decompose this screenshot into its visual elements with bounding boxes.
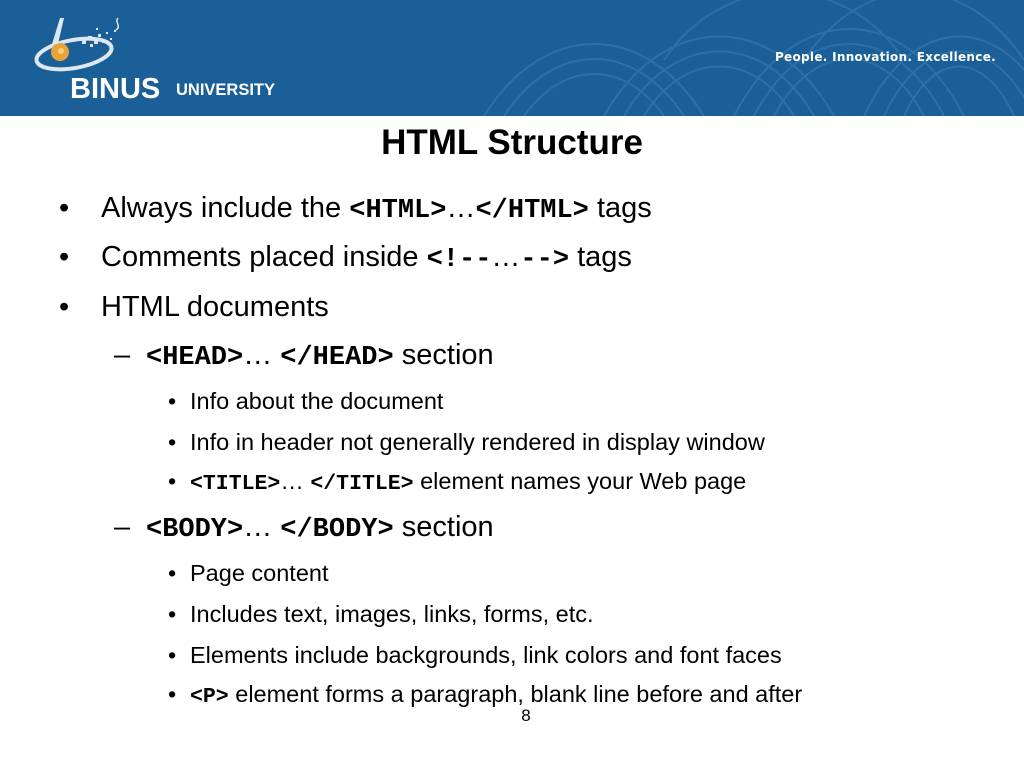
sub-sub-bullet-item	[168, 387, 444, 415]
bullet-marker: •	[168, 601, 177, 627]
bullet-marker: •	[59, 241, 70, 273]
bullet-text: tags	[588, 192, 652, 224]
code-tag-text: </HEAD>	[280, 343, 394, 373]
bullet-item	[59, 290, 329, 324]
dash-marker: –	[114, 339, 131, 371]
bullet-text: Comments placed inside	[101, 241, 427, 273]
code-tag-text: <BODY>	[146, 515, 244, 545]
sub-sub-bullet-item	[168, 600, 594, 628]
bullet-marker: •	[168, 388, 177, 414]
logo-binus-text: BINUS	[70, 73, 161, 105]
bullet-text: Elements include backgrounds, link colors and font faces	[190, 642, 782, 668]
slide-header	[0, 0, 1024, 116]
code-tag-text: -->	[520, 245, 570, 275]
bullet-marker: •	[168, 429, 177, 455]
bullet-text: …	[280, 468, 311, 494]
bullet-marker: •	[168, 642, 177, 668]
bullet-text: Page content	[190, 560, 329, 586]
sub-sub-bullet-item	[168, 641, 782, 669]
code-tag-text: <HTML>	[349, 196, 447, 226]
sub-bullet-item	[114, 338, 494, 375]
bullet-text: element forms a paragraph, blank line before and after	[228, 681, 803, 707]
code-tag-text: <!--	[426, 245, 492, 275]
sub-bullet-item	[114, 510, 494, 547]
code-tag-text: <HEAD>	[146, 343, 244, 373]
code-tag-text: </TITLE>	[310, 472, 414, 496]
bullet-text: …	[243, 511, 281, 543]
bullet-item	[59, 240, 632, 277]
bullet-text: …	[243, 339, 281, 371]
dash-marker: –	[114, 511, 131, 543]
bullet-marker: •	[168, 560, 177, 586]
bullet-text: Includes text, images, links, forms, etc.	[190, 601, 594, 627]
sub-sub-bullet-item	[168, 559, 329, 587]
logo-university-text: UNIVERSITY	[176, 81, 276, 99]
bullet-text: section	[393, 511, 494, 543]
sub-sub-bullet-item	[168, 428, 765, 456]
bullet-text: section	[393, 339, 494, 371]
code-tag-text: </BODY>	[280, 515, 394, 545]
bullet-item	[59, 191, 652, 228]
bullet-marker: •	[168, 468, 177, 494]
bullet-marker: •	[168, 681, 177, 707]
slide-title: HTML Structure	[381, 123, 643, 162]
bullet-text: element names your Web page	[413, 468, 747, 494]
bullet-text: …	[446, 192, 476, 224]
bullet-marker: •	[59, 192, 70, 224]
tagline: People. Innovation. Excellence.	[774, 50, 996, 64]
bullet-text: Info about the document	[190, 388, 444, 414]
sub-sub-bullet-item	[168, 467, 747, 498]
bullet-text: HTML documents	[101, 291, 329, 323]
code-tag-text: </HTML>	[475, 196, 589, 226]
bullet-marker: •	[59, 291, 70, 323]
code-tag-text: <P>	[190, 685, 229, 709]
bullet-text: Always include the	[101, 192, 350, 224]
code-tag-text: <TITLE>	[190, 472, 281, 496]
page-number: 8	[521, 706, 531, 725]
bullet-text: Info in header not generally rendered in display window	[190, 429, 765, 455]
binus-university-logo	[30, 14, 320, 104]
bullet-text: tags	[569, 241, 632, 273]
bullet-text: …	[491, 241, 521, 273]
